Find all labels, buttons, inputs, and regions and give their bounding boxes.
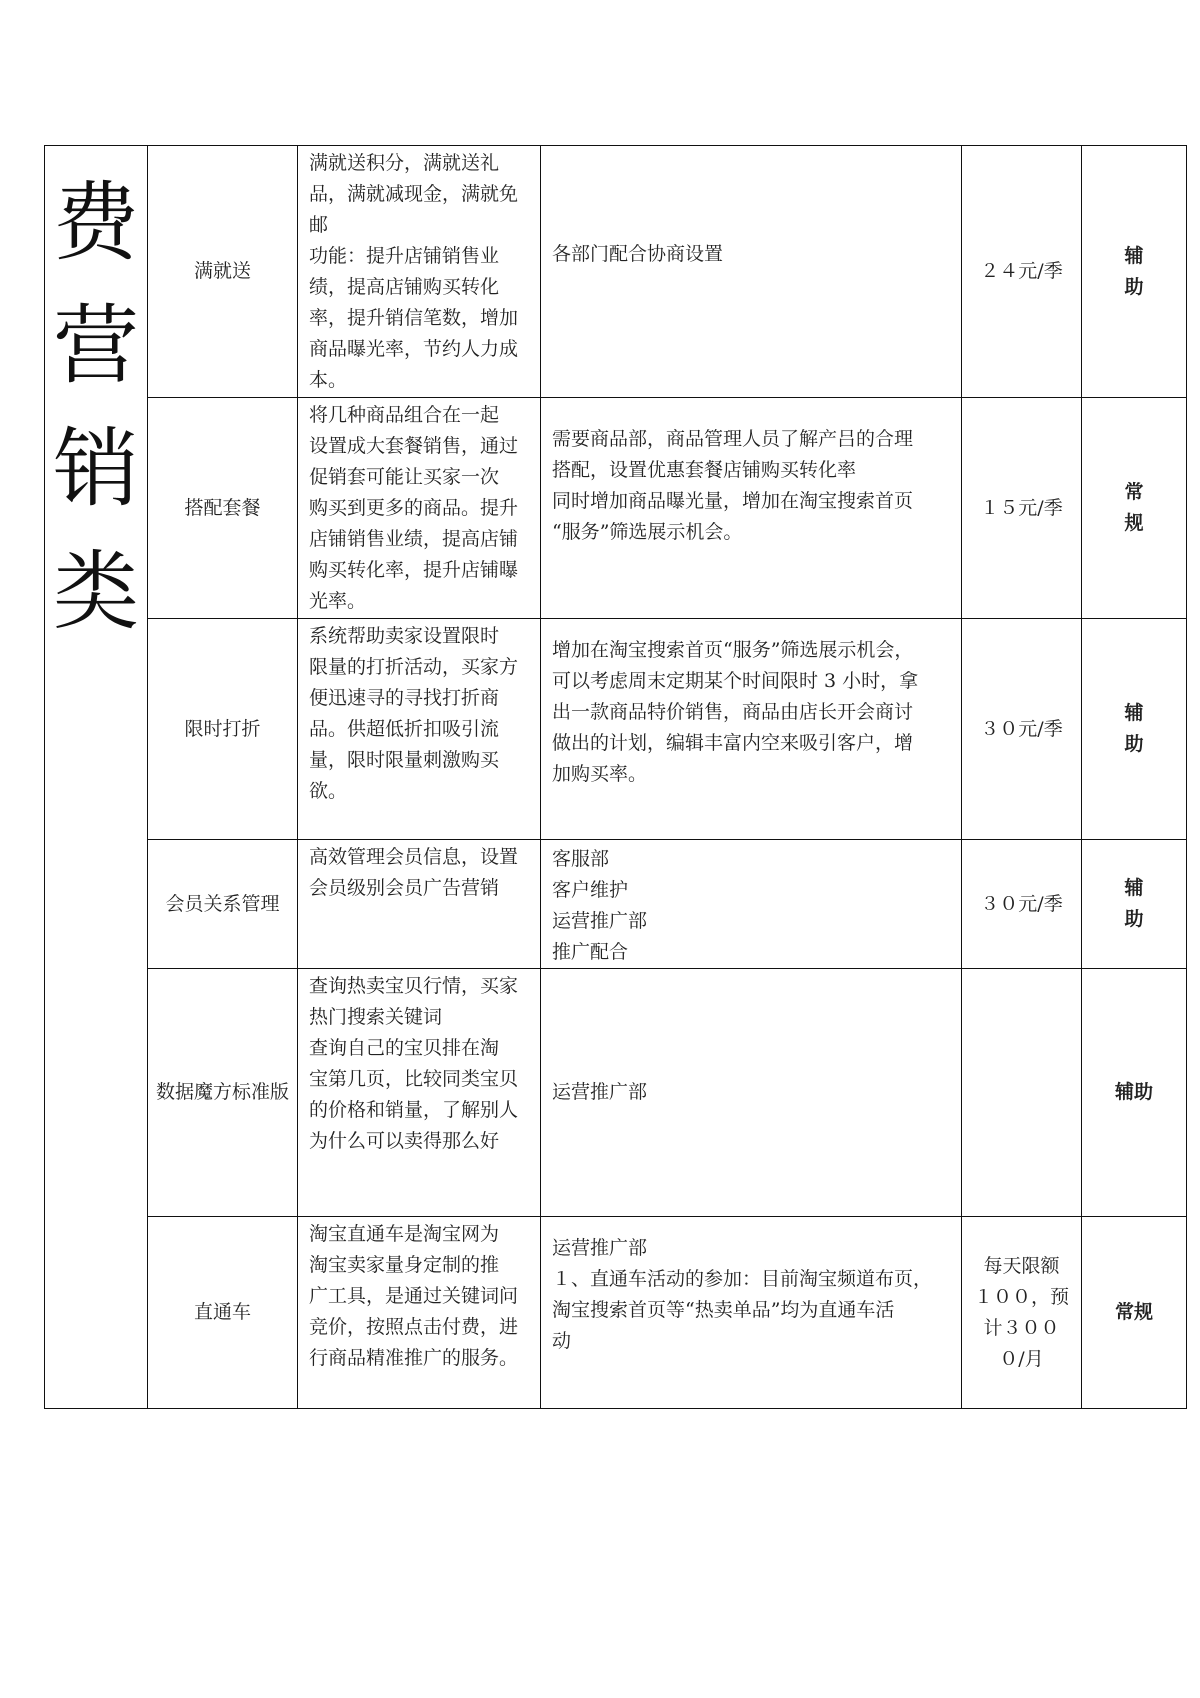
tool-department: 客服部 客户维护 运营推广部 推广配合 <box>541 840 962 969</box>
category-title: 费 营 销 类 <box>53 173 139 642</box>
tool-department: 需要商品部，商品管理人员了解产吕的合理 搭配，设置优惠套餐店铺购买转化率 同时增加商品曝光量，增加在淘宝搜索首页 “服务”筛选展示机会。 <box>541 398 962 619</box>
tool-type: 辅助 <box>1082 969 1187 1217</box>
tool-department: 增加在淘宝搜索首页“服务”筛选展示机会， 可以考虑周末定期某个时间限时 3 小时，拿 出一款商品特价销售，商品由店长开会商讨 做出的计划，编辑丰富内空来吸引客户，增 加购买率。 <box>541 619 962 840</box>
tool-type: 常 规 <box>1082 398 1187 619</box>
tool-type: 辅 助 <box>1082 146 1187 398</box>
table-row <box>45 1217 1187 1409</box>
tool-description: 将几种商品组合在一起 设置成大套餐销售，通过 促销套可能让买家一次 购买到更多的商品。提升 店铺销售业绩，提高店铺 购买转化率，提升店铺曝 光率。 <box>298 398 541 619</box>
tool-department: 各部门配合协商设置 <box>541 146 962 398</box>
tool-department: 运营推广部 １、直通车活动的参加：目前淘宝频道布页， 淘宝搜索首页等“热卖单品”均为直通车活 动 <box>541 1217 962 1409</box>
tool-name: 直通车 <box>148 1217 298 1409</box>
tool-description: 系统帮助卖家设置限时 限量的打折活动，买家方 便迅速寻的寻找打折商 品。供超低折扣吸引流 量，限时限量刺激购买 欲。 <box>298 619 541 840</box>
tool-description: 查询热卖宝贝行情，买家 热门搜索关键词 查询自己的宝贝排在淘 宝第几页，比较同类宝贝 的价格和销量，了解别人 为什么可以卖得那么好 <box>298 969 541 1217</box>
tool-description: 淘宝直通车是淘宝网为 淘宝卖家量身定制的推 广工具，是通过关键词问 竞价，按照点击付费，进 行商品精准推广的服务。 <box>298 1217 541 1409</box>
tool-type: 常规 <box>1082 1217 1187 1409</box>
tool-price: １５元/季 <box>962 398 1082 619</box>
tool-type: 辅 助 <box>1082 840 1187 969</box>
table-row <box>45 398 1187 619</box>
category-cell <box>45 146 148 1409</box>
tool-name: 限时打折 <box>148 619 298 840</box>
table-row <box>45 619 1187 840</box>
tool-department: 运营推广部 <box>541 969 962 1217</box>
tool-name: 搭配套餐 <box>148 398 298 619</box>
tool-price: ２４元/季 <box>962 146 1082 398</box>
table-row <box>45 146 1187 398</box>
tool-name: 数据魔方标准版 <box>148 969 298 1217</box>
table-row <box>45 840 1187 969</box>
tool-description: 高效管理会员信息，设置 会员级别会员广告营销 <box>298 840 541 969</box>
tool-type: 辅 助 <box>1082 619 1187 840</box>
tool-name: 满就送 <box>148 146 298 398</box>
marketing-tools-table <box>44 145 1187 1409</box>
tool-price: ３０元/季 <box>962 619 1082 840</box>
tool-price: ３０元/季 <box>962 840 1082 969</box>
tool-price <box>962 969 1082 1217</box>
tool-price: 每天限额 １００，预 计３００ ０/月 <box>962 1217 1082 1409</box>
tool-name: 会员关系管理 <box>148 840 298 969</box>
table-row <box>45 969 1187 1217</box>
tool-description: 满就送积分，满就送礼 品，满就减现金，满就免 邮 功能：提升店铺销售业 绩，提高店铺购买转化 率，提升销信笔数，增加 商品曝光率，节约人力成 本。 <box>298 146 541 398</box>
